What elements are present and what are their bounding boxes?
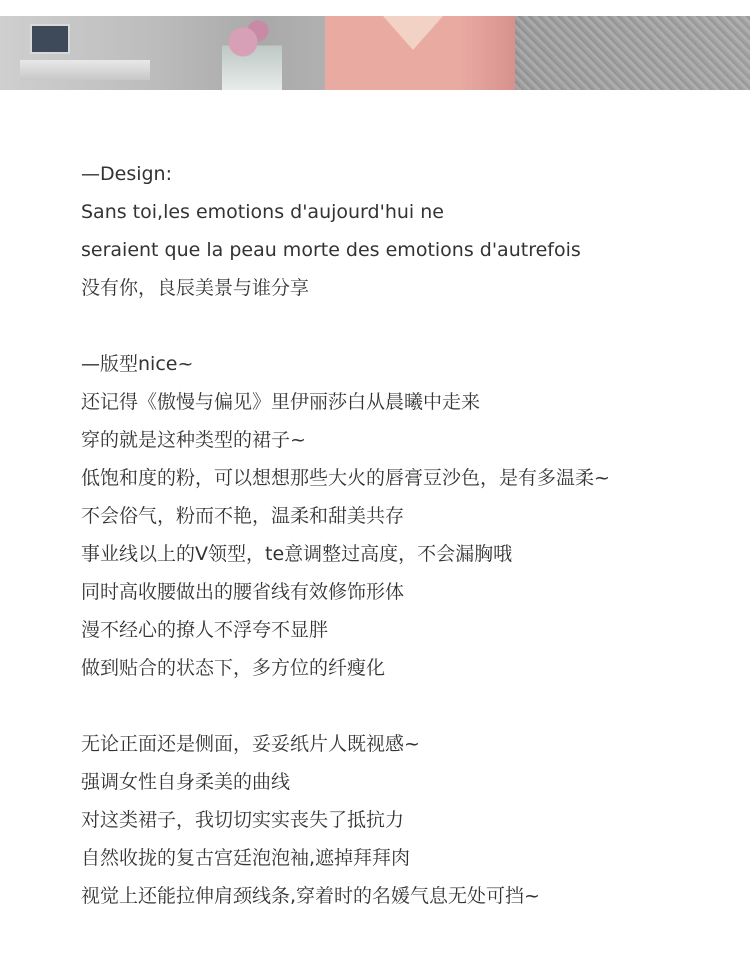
silhouette-line: 视觉上还能拉伸肩颈线条,穿着时的名媛气息无处可挡~ xyxy=(81,885,540,907)
design-line: 没有你，良辰美景与谁分享 xyxy=(81,277,310,299)
design-line: seraient que la peau morte des emotions d'autrefois xyxy=(81,239,581,261)
fit-line: 穿的就是这种类型的裙子~ xyxy=(81,429,306,451)
silhouette-section xyxy=(81,725,721,915)
desk-shape xyxy=(20,60,150,80)
silhouette-line: 强调女性自身柔美的曲线 xyxy=(81,771,291,793)
fit-line: 还记得《傲慢与偏见》里伊丽莎白从晨曦中走来 xyxy=(81,391,481,413)
silhouette-line: 无论正面还是侧面，妥妥纸片人既视感~ xyxy=(81,733,420,755)
design-section xyxy=(81,155,721,307)
fit-line: 事业线以上的V领型，te意调整过高度，不会漏胸哦 xyxy=(81,543,513,565)
fit-line: 低饱和度的粉，可以想想那些大火的唇膏豆沙色，是有多温柔~ xyxy=(81,467,610,489)
design-heading: —Design: xyxy=(81,163,173,185)
monitor-shape xyxy=(30,24,70,54)
fit-heading: —版型nice~ xyxy=(81,353,194,375)
product-description xyxy=(81,155,721,915)
fit-line: 做到贴合的状态下，多方位的纤瘦化 xyxy=(81,657,386,679)
section-spacer xyxy=(81,687,721,725)
product-photo-strip xyxy=(0,16,750,90)
fit-section xyxy=(81,345,721,687)
silhouette-line: 自然收拢的复古宫廷泡泡袖,遮掉拜拜肉 xyxy=(81,847,411,869)
stone-wall-shape xyxy=(515,16,750,90)
fit-line: 不会俗气，粉而不艳，温柔和甜美共存 xyxy=(81,505,405,527)
silhouette-line: 对这类裙子，我切切实实丧失了抵抗力 xyxy=(81,809,405,831)
fit-line: 同时高收腰做出的腰省线有效修饰形体 xyxy=(81,581,405,603)
section-spacer xyxy=(81,307,721,345)
dress-shadow-shape xyxy=(460,16,520,90)
fit-line: 漫不经心的撩人不浮夸不显胖 xyxy=(81,619,329,641)
flower-vase-shape xyxy=(222,16,282,90)
design-line: Sans toi,les emotions d'aujourd'hui ne xyxy=(81,201,444,223)
